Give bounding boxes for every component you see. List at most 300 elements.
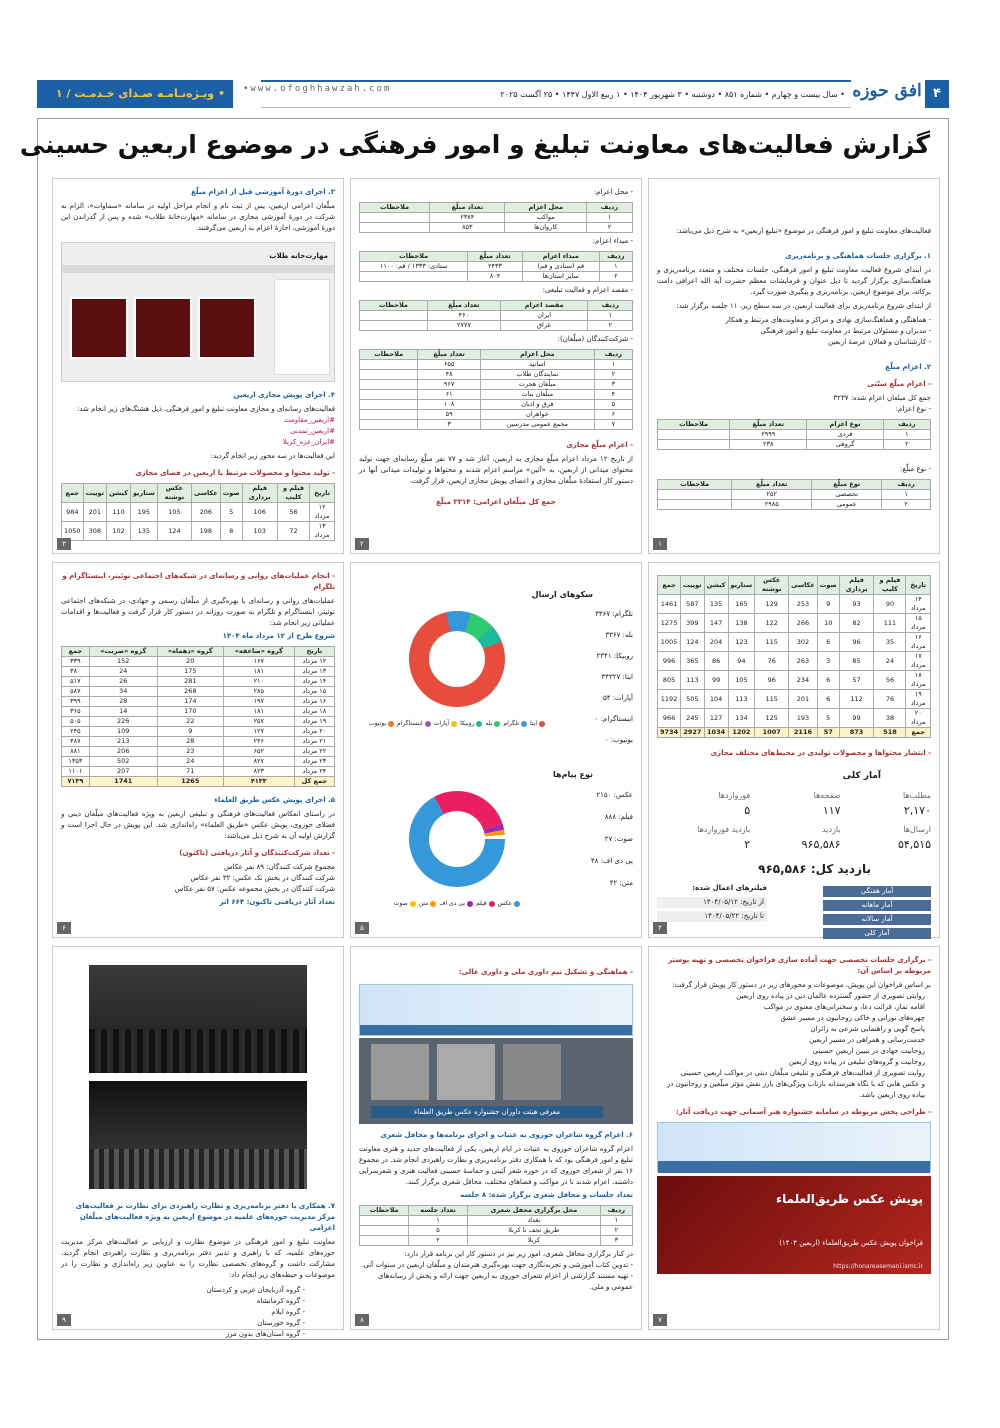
table-cell: 5 [220,503,242,522]
table-cell: ۲۴۳۳ [468,262,522,272]
table-cell: 1005 [658,633,681,652]
table-cell: ۱ [409,1216,468,1226]
message-type-item: فیلم: ۸۸۸ [604,813,633,821]
poster-subtitle: فراخوان پویش عکس طریق‌العلماء (اربعین ۱۴۰۴) [779,1239,923,1247]
platform-item: آپارات: ۵۴ [602,694,633,702]
table-cell: 115 [755,633,789,652]
table-header-cell: محل اعزام [480,350,594,360]
table-header-cell: ملاحظات [360,301,428,311]
gathering-photo-2 [89,1081,307,1189]
panel-number: ۷ [653,1314,667,1326]
table-header-cell: تاریخ [294,647,334,657]
table-cell: 76 [874,690,906,709]
table-cell: 96 [755,671,789,690]
table-sum-row [62,777,335,787]
table-cell: ۸۵۳ [430,223,505,233]
table-row [360,1216,633,1226]
table-cell: ۹۶۷ [418,380,481,390]
table-cell: 1461 [658,595,681,614]
table-cell: ۲۳۸ [730,440,807,450]
poetry-sessions-table [359,1205,633,1246]
poster-title: پویش عکس طریق‌العلماء [775,1192,923,1206]
message-types-title: نوع پیام‌ها [553,770,593,779]
table-cell [658,490,732,500]
panel-number: ۴ [653,922,667,934]
table-cell: 20 [157,657,223,667]
dispatch-type-table [657,419,931,450]
table-cell: 71 [157,767,223,777]
jury-banner-text: معرفی هیئت داوران جشنواره عکس طریق العلماء [371,1106,603,1118]
dispatch-destination-label: - مقصد اعزام و فعالیت تبلیغی: [542,286,633,294]
table-cell: 105 [728,671,755,690]
table-cell: ۱۹ مرداد [294,717,334,727]
table-cell: 213 [89,737,157,747]
table-cell [360,410,418,420]
table-header-cell: ملاحظات [360,350,418,360]
table-cell: 99 [704,671,728,690]
platform-item: یوتیوب: ۰ [604,736,633,744]
table-row [658,690,931,709]
table-row [62,687,335,697]
platforms-title: سکوهای ارسال [531,590,593,599]
table-header-cell: ردیف [594,350,632,360]
preacher-type-table [657,479,931,510]
platforms-donut [359,604,555,751]
table-header-cell: فیلم و کلیپ [277,484,310,503]
table-cell: 1741 [89,777,157,787]
table-cell: ایران [500,311,588,321]
table-cell: ۱۸ مرداد [906,671,931,690]
table-cell [360,1216,409,1226]
table-header-cell: ردیف [600,1206,632,1216]
group-item: - گروه ایلام [271,1308,305,1316]
content-production-table [61,483,335,541]
table-cell [360,400,418,410]
filters-label: فیلترهای اعمال شده: [692,884,767,892]
heading-photo-campaign: ۵. اجرای پویش عکس طریق العلماء [214,796,335,804]
legend-item: بله [485,718,500,729]
virtual-text: از تاریخ ۱۲ مرداد اعزام مبلّغ مجازی به اربعین، آغاز شد و ۷۷ نفر مبلّغ رسانه‌ای جهت تولید محتوای میدانی از اربعین، به «آئین» مراسم اعزام شدند و محتواها و تولیدات میدانی آنها در دستور کار استفادهٔ مبلّغان مجازی و اعضای پویش مجازی اربعین، قرار گرفت. [359,455,633,485]
table-cell: 201 [83,503,107,522]
heading-training: ۳. اجرای دورهٔ آموزشی قبل از اعزام مبلّغ [191,188,335,196]
legend-item: روبیکا [460,718,482,729]
table-cell: 365 [681,652,705,671]
table-cell: ۱۸۱ [223,667,294,677]
table-header-cell: تعداد مبلّغ [732,480,812,490]
table-cell: 125 [755,709,789,728]
table-header-cell: ردیف [587,203,633,213]
table-header-row [658,420,931,430]
table-cell: 170 [157,707,223,717]
table-cell: ۵ [594,400,632,410]
table-cell: 587 [681,595,705,614]
table-cell: ۱۵ مرداد [294,687,334,697]
filter-buttons [823,883,931,939]
campaign-text: فعالیت‌های رسانه‌ای و مجازی معاونت تبلیغ و امور فرهنگی، ذیل هشتگ‌های زیر انجام شد: [76,405,335,413]
table-cell: 204 [704,633,728,652]
table-cell: 123 [728,633,755,652]
table-cell: ۲ [588,321,633,331]
table-row [658,500,931,510]
table-cell: 23 [157,747,223,757]
poets-text: اعزام گروه شاعران حوزوی به عتبات در ایام اربعین، یکی از فعالیت‌های جدید و هنری معاونت تبلیغ و امور فرهنگی بود که با همکاری دفتر برنامه‌ریزی و نظارت راهبردی انجام شد. در مجموع ۱۶ نفر از شعرای حوزوی که در حوزه شعر آئینی و حماسهٔ حسینی فعالیت هنری و شعرسرایی داشتند، اعزام شدند تا در مواکب و فضاهای مختلف، محافل شعری برگزار کنند. [359,1145,633,1186]
table-row [658,709,931,728]
table-row [360,213,633,223]
table-row [360,420,633,430]
table-cell: ۲۲ مرداد [294,747,334,757]
table-sum-row [658,728,931,738]
table-cell: 110 [107,503,131,522]
jury-site-banner [359,984,633,1036]
table-cell: مبلّغان هجرت [480,380,594,390]
table-row [658,430,931,440]
table-cell: 56 [277,503,310,522]
table-header-cell: تعداد مبلّغ [468,252,522,262]
table-cell: عمومی [812,500,882,510]
table-cell: گروهی [807,440,883,450]
table-row [62,717,335,727]
dispatch-origin-table [359,251,633,282]
table-header-cell: ملاحظات [658,420,730,430]
table-cell: 263 [789,652,818,671]
group-item: - گروه آذربایجان غربی و کردستان [206,1286,305,1294]
level-2: - مدیران و مسئولان مرتبط در معاونت تبلیغ و امور فرهنگی [760,327,931,335]
table-cell: 193 [789,709,818,728]
table-cell: ۳۶۵ [62,707,90,717]
table-cell: ۳ [600,1236,632,1246]
section-panel-1 [648,178,940,554]
table-cell: 111 [874,614,906,633]
table-cell: 86 [704,652,728,671]
table-cell: فردی [807,430,883,440]
poetry-sessions-count: تعداد جلسات و محافل شعری برگزار شده: ۸ جلسه [460,1191,633,1199]
table-cell: 102 [107,522,131,541]
table-header-cell: تاریخ [906,576,931,595]
heading-meetings: ۱. برگزاری جلسات هماهنگی و برنامه‌ریزی [785,252,931,260]
table-header-cell: گروه «ضربت» [89,647,157,657]
table-header-row [360,203,633,213]
panel-number: ۱ [653,538,667,550]
table-cell: 6 [817,671,839,690]
table-header-cell: ستاریو [130,484,157,503]
table-cell [360,1226,409,1236]
table-row [62,697,335,707]
table-cell [360,272,468,282]
table-cell: 127 [704,709,728,728]
panel-number: ۶ [57,922,71,934]
page-number: ۴ [925,80,949,108]
table-cell: 115 [755,690,789,709]
table-cell: 195 [130,503,157,522]
table-cell: ۱ [883,430,930,440]
level-1: - هماهنگی و هماهنگ‌سازی نهادی و مراکز و معاونت‌های مرتبط و همکار [725,316,931,324]
table-header-cell: ردیف [883,420,930,430]
table-cell: ۵۱۷ [62,677,90,687]
call-topic: روایت تصویری از فعالیت‌های فرهنگی و تبلیغی مبلّغان دینی در مواکب اربعین حسینی [680,1069,925,1077]
monthly-stats-button[interactable]: آمار ماهانه [823,900,931,911]
special-issue-label: • ویـژه‌نـامـه صـدای خـدمـت / ۱ [37,80,233,108]
table-header-row [360,301,633,311]
table-cell: 996 [658,652,681,671]
table-cell: ۲۳۸۴ [430,213,505,223]
table-cell: 112 [839,690,874,709]
table-cell: ۱۸۱ [223,707,294,717]
table-cell: ۲۱۰ [223,677,294,687]
table-cell: 22 [157,717,223,727]
table-row [360,262,633,272]
table-cell: خواهران [480,410,594,420]
heading-dispatch: ۲. اعزام مبلّغ [885,363,931,371]
table-header-cell: توییت [681,576,705,595]
hashtag-1[interactable]: #اربعین_مقاومت [284,416,335,424]
yearly-stats-button[interactable]: آمار سالانه [823,914,931,925]
table-row [658,633,931,652]
table-cell: ۴ [594,390,632,400]
table-cell: ۷ [594,420,632,430]
hashtag-3[interactable]: #ایران_غزه_کربلا [282,438,335,446]
table-cell: نمایندگان طلاب [480,370,594,380]
table-cell: ۲ [600,1226,632,1236]
table-cell: 1050 [62,522,84,541]
table-cell: 175 [157,667,223,677]
psyops-table [61,646,335,787]
heading-participants: - تعداد شرکت‌کنندگان و آثار دریافتی (تاکنون) [179,849,335,857]
table-cell: 14 [89,707,157,717]
table-cell: ۶ [594,410,632,420]
table-cell: 206 [89,747,157,757]
call-topic: و عکس هایی که با نگاه هنرمندانه بازتاب ویژگی‌های بارز نقش مؤثر مبلّغین و روحانیون در پیاده روی اربعین باشد. [666,1080,925,1099]
table-cell: ۱۶ مرداد [906,633,931,652]
table-row [360,390,633,400]
table-cell: بغداد [467,1216,600,1226]
section-panel-5 [350,562,642,938]
message-type-item: صوت: ۲۷ [604,835,633,843]
stat-views: بازدید ۹۶۵,۵۸۶ [801,825,841,851]
table-cell [360,370,418,380]
table-cell: ۲ [594,370,632,380]
table-header-cell: ردیف [588,301,633,311]
table-cell: ۲۸۵ [223,687,294,697]
platforms-legend [359,718,555,729]
table-cell: 174 [157,697,223,707]
table-cell: 268 [157,687,223,697]
table-row [62,747,335,757]
table-row [360,380,633,390]
table-header-cell: فیلم برداری [242,484,277,503]
call-topic: روایتی تصویری از حضور گسترده عالمان دین در پیاده روی اربعین [736,992,925,1000]
table-cell: ۱۹۷ [223,697,294,707]
table-cell: 281 [157,677,223,687]
table-cell: ۱۷ مرداد [906,652,931,671]
intro-text: فعالیت‌های معاونت تبلیغ و امور فرهنگی در موضوع «تبلیغ اربعین» به شرح ذیل می‌باشد: [675,227,931,235]
table-cell: ۱۸ مرداد [294,707,334,717]
table-row [62,657,335,667]
table-header-cell: محل اعزام [505,203,587,213]
table-cell: 966 [658,709,681,728]
section-panel-3 [52,178,344,554]
table-header-cell: جمع [62,647,90,657]
section-panel-6 [52,562,344,938]
table-cell: ۱۳ مرداد [310,522,335,541]
table-header-cell: ستاریو [728,576,755,595]
dispatch-type-label: - نوع اعزام: [895,405,931,413]
table-row [360,311,633,321]
table-header-cell: ردیف [882,480,931,490]
table-cell: 10 [817,614,839,633]
table-cell: 113 [728,690,755,709]
table-cell: ۳ [418,420,481,430]
table-cell: 253 [789,595,818,614]
heading-publishing: - انتشار محتواها و محصولات تولیدی در محیط‌های مختلف مجازی [710,749,931,757]
table-row [62,677,335,687]
table-cell: 505 [681,690,705,709]
table-header-row [360,252,633,262]
panel-number: ۸ [355,1314,369,1326]
message-types-list [555,784,633,909]
table-header-cell: ملاحظات [360,1206,409,1216]
table-cell: 76 [755,652,789,671]
heading-festival-section: - طراحی پخش مربوطه در سامانه جشنواره هنر آسمانی جهت دریافت آثار: [675,1108,931,1116]
table-cell: ۳ [594,380,632,390]
table-cell [658,440,730,450]
table-cell: 399 [681,614,705,633]
call-topics-list [657,991,931,1101]
table-row [360,410,633,420]
table-cell: ۸۰۴ [468,272,522,282]
participants-table [359,349,633,430]
table-cell: 113 [681,671,705,690]
poets-book: - تدوین کتاب آموزشی و تجربه‌نگاری جهت بهره‌گیری هنرمندان و مبلّغان اربعین در سنوات آتی. [361,1261,633,1269]
table-cell: 90 [874,595,906,614]
table-cell: 1034 [704,728,728,738]
table-header-cell: کیشن [704,576,728,595]
panel-number: ۵ [355,922,369,934]
poets-documentary: - تهیه مستند گزارشی از اعزام شعرای حوزوی به اربعین جهت ارائه و پخش از رسانه‌های عمومی و ملی. [377,1272,633,1291]
festival-url[interactable]: https://honareasemani.ismc.ir [833,1263,923,1270]
weekly-stats-button[interactable]: آمار هفتگی [823,886,931,897]
table-row [62,727,335,737]
total-views: بازدید کل: ۹۶۵,۵۸۶ [758,862,871,876]
table-cell: 226 [89,717,157,727]
table-cell: ۱ [587,213,633,223]
participants-collection: شرکت کنندگان در بخش مجموعه عکس: ۵۷ نفر عکاس [174,885,335,893]
dispatch-location-label: - محل اعزام: [593,188,633,196]
table-cell: سایر استان‌ها [522,272,599,282]
website-link[interactable]: •www.ofoghhawzah.com [243,84,392,94]
call-text: بر اساس فراخوان این پویش، موضوعات و محورهای زیر در دستور کار پویش قرار گرفت: [672,981,931,989]
stat-forwards: فورواردها ۵ [718,791,751,817]
training-site-screenshot [61,242,335,382]
table-cell: 72 [277,522,310,541]
table-cell: 873 [839,728,874,738]
table-header-cell: مبداء اعزام [522,252,599,262]
site-name: مهارت‌خانه طلاب [269,252,328,260]
table-cell: 93 [839,595,874,614]
table-cell: مجمع عمومی مدرسین [480,420,594,430]
hashtag-2[interactable]: #اربعین_تمدنی [290,427,335,435]
legend-item: یوتیوب [369,718,394,729]
table-header-cell: جمع [62,484,84,503]
legend-item: آپارات [434,718,457,729]
heading-campaign: ۴. اجرای پویش مجازی اربعین [233,391,335,399]
table-row [658,614,931,633]
table-header-cell: تعداد مبلّغ [418,350,481,360]
table-cell: 207 [89,767,157,777]
heading-traditional: - اعزام مبلّغ سنّتی [867,380,931,388]
table-row [360,1226,633,1236]
table-cell: 124 [157,522,191,541]
table-cell: 99 [839,709,874,728]
table-row [658,440,931,450]
table-cell: 103 [242,522,277,541]
table-header-cell: عکاسی [789,576,818,595]
table-row [62,503,335,522]
table-cell: ۱ [600,1216,632,1226]
table-cell: ۲۱ مرداد [294,737,334,747]
table-cell: جمع کل [294,777,334,787]
poets-extra: در کنار برگزاری محافل شعری، امور زیر نیز در دستور کار این برنامه قرار دارد: [404,1250,633,1258]
table-cell: 518 [874,728,906,738]
table-cell: ۵ [409,1226,468,1236]
table-cell: ۱۳ مرداد [294,667,334,677]
table-cell: ۱۵ مرداد [906,614,931,633]
supervision-groups [61,1285,335,1340]
legend-item: تلگرام [503,718,527,729]
heading-virtual: - اعزام مبلّغ مجازی [566,441,633,449]
call-topic: روحانیت و گروه‌های تبلیغی در پیاده روی اربعین [788,1058,925,1066]
table-cell [360,420,418,430]
participants-label: - شرکت‌کنندگان (مبلّغان): [557,335,633,343]
table-cell: 105 [157,503,191,522]
call-topic: روحانیت جهادی در تبیین اربعین حسینی [812,1047,925,1055]
gathering-photo-1 [89,965,307,1073]
table-cell: 805 [658,671,681,690]
platform-item: بله: ۳۳۶۷ [605,631,633,639]
table-cell: ۱۲ مرداد [294,657,334,667]
table-header-row [62,484,335,503]
table-row [360,272,633,282]
table-cell: ۲۰ مرداد [294,727,334,737]
table-cell: ۲۷۷۷ [427,321,500,331]
table-cell: 2927 [681,728,705,738]
table-header-cell: کیشن [107,484,131,503]
heading-psyops: - انجام عملیات‌های روانی و رسانه‌ای در شبکه‌های اجتماعی توئیتر، اینستاگرام و تلگرام [62,572,335,591]
table-cell: ۱ [882,490,931,500]
table-cell: ۲ [587,223,633,233]
level-3: - کارشناسان و فعالان عرصهٔ اربعین [828,338,931,346]
table-cell: 122 [755,614,789,633]
table-row [62,757,335,767]
table-cell: ۱۲۷ [223,727,294,737]
total-stats-button[interactable]: آمار کلی [823,928,931,939]
filters-area [657,883,931,939]
works-received: تعداد آثار دریافتی تاکنون: ۶۶۴ اثر [219,898,335,906]
table-header-row [360,1206,633,1216]
message-types-chart-area [359,784,633,909]
heading-jury: - هماهنگی و تشکیل تیم داوری ملی و داوری عالی: [458,968,633,976]
panel-number: ۹ [57,1314,71,1326]
table-cell: ۵۰۵ [62,717,90,727]
table-cell: 1275 [658,614,681,633]
table-cell: 2116 [789,728,818,738]
call-topic: خدمت‌رسانی و همراهی در مسیر اربعین [809,1036,925,1044]
table-header-cell: توییت [83,484,107,503]
table-cell: 57 [839,671,874,690]
message-type-item: متن: ۴۲ [609,879,633,887]
table-cell: 1265 [157,777,223,787]
table-header-cell: تعداد جلسه [409,1206,468,1216]
table-header-cell: ملاحظات [658,480,732,490]
